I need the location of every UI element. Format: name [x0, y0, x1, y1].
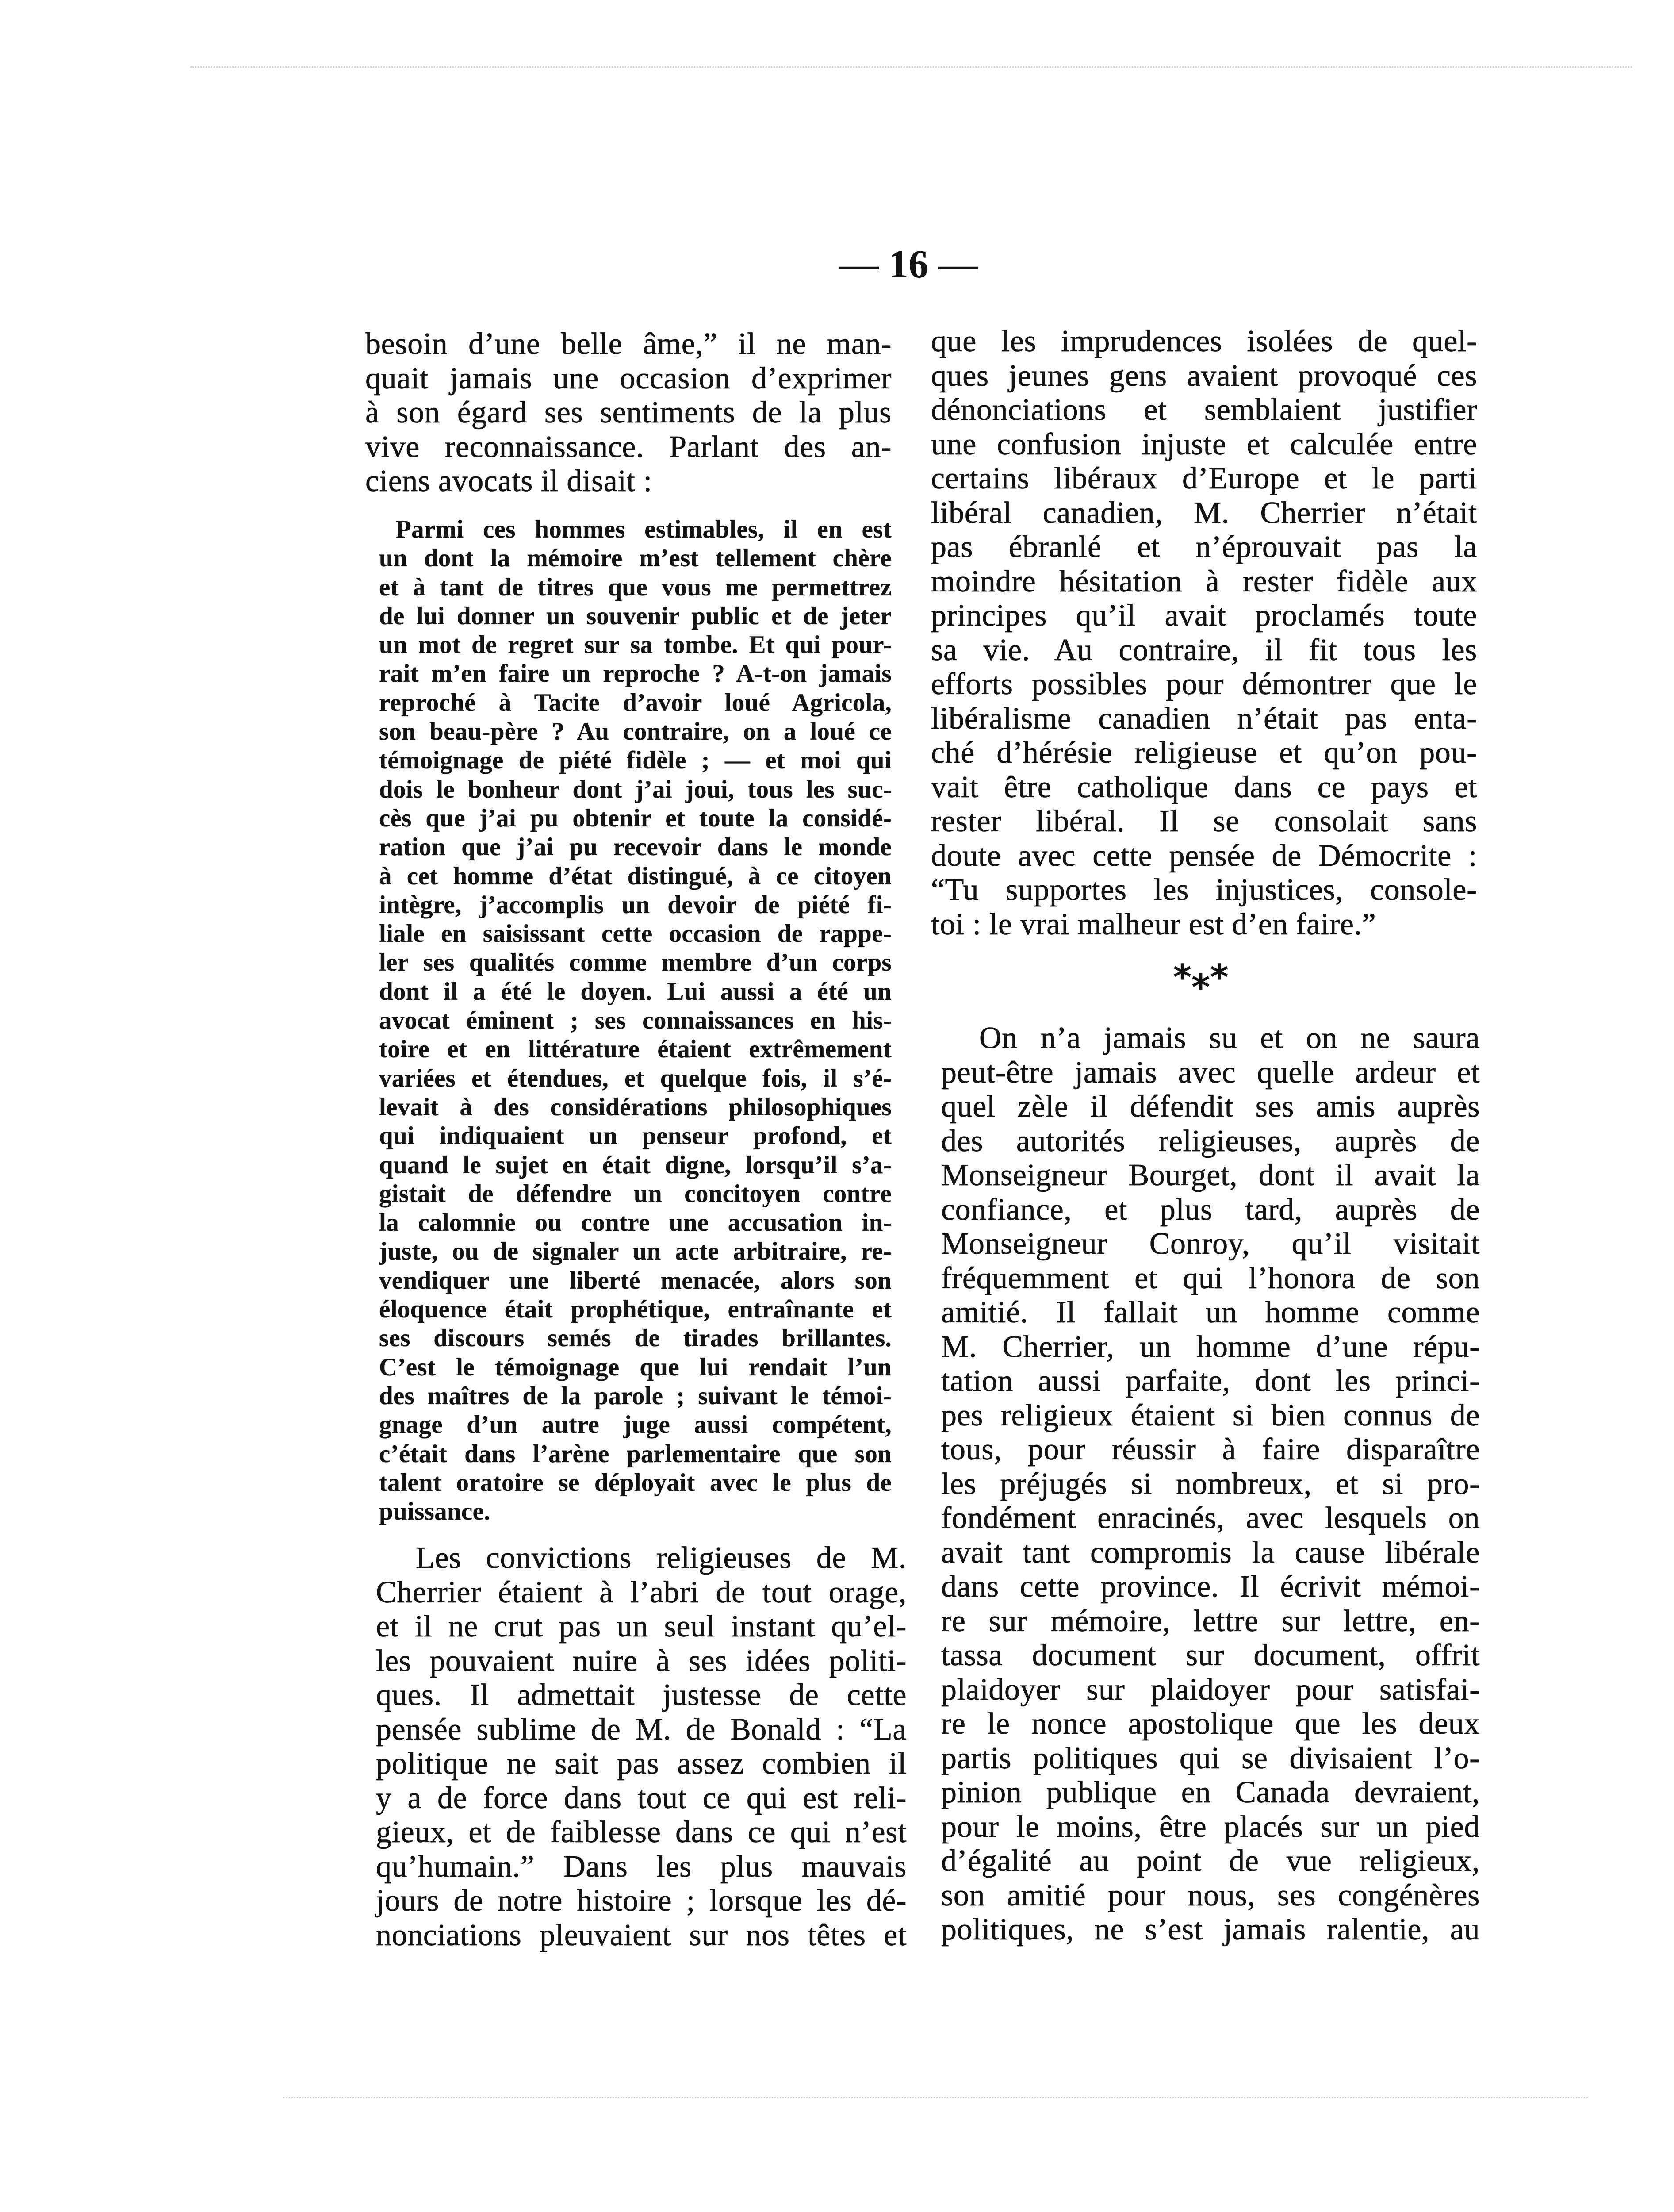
text-line: les pouvaient nuire à ses idées politi- — [376, 1644, 907, 1678]
text-line: à son égard ses sentiments de la plus — [365, 396, 892, 430]
text-line: Les convictions religieuses de M. — [416, 1541, 907, 1575]
quote-line: la calomnie ou contre une accusation in- — [379, 1209, 892, 1237]
text-line: plaidoyer sur plaidoyer pour satisfai- — [941, 1672, 1480, 1707]
text-line: ques. Il admettait justesse de cette — [376, 1678, 907, 1712]
text-line: tous, pour réussir à faire disparaître — [941, 1432, 1480, 1467]
quote-line: puissance. — [379, 1498, 490, 1526]
text-line: son amitié pour nous, ses congénères — [941, 1878, 1480, 1912]
text-line: certains libéraux d’Europe et le parti — [931, 461, 1477, 495]
text-line: libéral canadien, M. Cherrier n’était — [931, 495, 1477, 530]
quote-line: liale en saisissant cette occasion de rappe- — [379, 920, 892, 948]
text-line: On n’a jamais su et on ne saura — [979, 1021, 1480, 1055]
left-column-paragraph-2 — [376, 1541, 907, 1952]
text-line: M. Cherrier, un homme d’une répu- — [941, 1329, 1480, 1364]
text-line: efforts possibles pour démontrer que le — [931, 667, 1477, 701]
text-line: ciens avocats il disait : — [365, 464, 652, 498]
text-line: “Tu supportes les injustices, console- — [931, 873, 1477, 907]
text-line: amitié. Il fallait un homme comme — [941, 1295, 1480, 1329]
page-number: — 16 — — [839, 242, 978, 286]
quote-line: intègre, j’accomplis un devoir de piété fi- — [379, 891, 892, 919]
quote-line: c’était dans l’arène parlementaire que son — [379, 1440, 892, 1468]
text-line: dénonciations et semblaient justifier — [931, 393, 1477, 427]
text-line: pour le moins, être placés sur un pied — [941, 1809, 1480, 1844]
quote-line: un mot de regret sur sa tombe. Et qui pour- — [379, 631, 892, 659]
quote-line: et à tant de titres que vous me permettrez — [379, 573, 892, 601]
text-line: des autorités religieuses, auprès de — [941, 1124, 1480, 1158]
text-line: pas ébranlé et n’éprouvait pas la — [931, 530, 1477, 564]
quote-line: variées et étendues, et quelque fois, il s’é- — [379, 1064, 892, 1092]
quote-line: ler ses qualités comme membre d’un corps — [379, 949, 892, 977]
quote-line: dois le bonheur dont j’ai joui, tous les suc- — [379, 775, 892, 803]
quote-line: de lui donner un souvenir public et de jeter — [379, 602, 892, 630]
text-line: nonciations pleuvaient sur nos têtes et — [376, 1918, 907, 1952]
text-line: gieux, et de faiblesse dans ce qui n’est — [376, 1815, 907, 1849]
text-line: ques jeunes gens avaient provoqué ces — [931, 358, 1477, 393]
text-line: re le nonce apostolique que les deux — [941, 1707, 1480, 1741]
quote-line: un dont la mémoire m’est tellement chère — [379, 544, 892, 572]
text-line: les préjugés si nombreux, et si pro- — [941, 1467, 1480, 1501]
text-line: libéralisme canadien n’était pas enta- — [931, 701, 1477, 736]
text-line: moindre hésitation à rester fidèle aux — [931, 564, 1477, 599]
text-line: tassa document sur document, offrit — [941, 1638, 1480, 1672]
text-line: qu’humain.” Dans les plus mauvais — [376, 1849, 907, 1884]
text-line: re sur mémoire, lettre sur lettre, en- — [941, 1604, 1480, 1638]
text-line: fréquemment et qui l’honora de son — [941, 1261, 1480, 1295]
quote-line: dont il a été le doyen. Lui aussi a été un — [379, 977, 892, 1006]
text-line: besoin d’une belle âme,” il ne man- — [365, 327, 892, 361]
quote-line: avocat éminent ; ses connaissances en his- — [379, 1006, 892, 1035]
text-line: ché d’hérésie religieuse et qu’on pou- — [931, 736, 1477, 770]
text-line: partis politiques qui se divisaient l’o- — [941, 1741, 1480, 1775]
scan-noise-bottom — [283, 2097, 1588, 2098]
quote-line: gnage d’un autre juge aussi compétent, — [379, 1411, 892, 1439]
quote-line: témoignage de piété fidèle ; — et moi qui — [379, 746, 892, 775]
text-line: sa vie. Au contraire, il fit tous les — [931, 633, 1477, 667]
quote-line: Parmi ces hommes estimables, il en est — [396, 515, 892, 543]
quote-line: quand le sujet en était digne, lorsqu’il s’a- — [379, 1151, 892, 1179]
quote-line: toire et en littérature étaient extrêmement — [379, 1035, 892, 1064]
text-line: rester libéral. Il se consolait sans — [931, 804, 1477, 838]
text-line: quel zèle il défendit ses amis auprès — [941, 1090, 1480, 1124]
text-line: doute avec cette pensée de Démocrite : — [931, 838, 1477, 873]
quote-line: cès que j’ai pu obtenir et toute la considé- — [379, 804, 892, 832]
quote-line: à cet homme d’état distingué, à ce citoyen — [379, 862, 892, 890]
text-line: Monseigneur Bourget, dont il avait la — [941, 1158, 1480, 1192]
text-line: une confusion injuste et calculée entre — [931, 427, 1477, 461]
text-line: fondément enracinés, avec lesquels on — [941, 1501, 1480, 1535]
quote-line: juste, ou de signaler un acte arbitraire, re- — [379, 1237, 892, 1266]
text-line: politique ne sait pas assez combien il — [376, 1747, 907, 1781]
text-line: d’égalité au point de vue religieux, — [941, 1844, 1480, 1878]
quote-line: vendiquer une liberté menacée, alors son — [379, 1266, 892, 1294]
text-line: y a de force dans tout ce qui est reli- — [376, 1781, 907, 1815]
quote-line: ses discours semés de tirades brillantes. — [379, 1324, 892, 1352]
text-line: pensée sublime de M. de Bonald : “La — [376, 1712, 907, 1747]
right-column-paragraph-1 — [931, 324, 1477, 941]
text-line: que les imprudences isolées de quel- — [931, 324, 1477, 358]
quote-line: C’est le témoignage que lui rendait l’un — [379, 1353, 892, 1381]
quote-line: qui indiquaient un penseur profond, et — [379, 1122, 892, 1150]
asterism-separator: *⁎* — [1173, 957, 1229, 998]
text-line: quait jamais une occasion d’exprimer — [365, 361, 892, 396]
quote-line: talent oratoire se déployait avec le plus de — [379, 1468, 892, 1497]
text-line: vait être catholique dans ce pays et — [931, 770, 1477, 804]
quote-line: rait m’en faire un reproche ? A-t-on jamais — [379, 660, 892, 688]
quote-line: éloquence était prophétique, entraînante et — [379, 1295, 892, 1324]
right-column-paragraph-2 — [941, 1021, 1480, 1947]
quote-line: levait à des considérations philosophiques — [379, 1093, 892, 1121]
text-line: pinion publique en Canada devraient, — [941, 1775, 1480, 1809]
text-line: politiques, ne s’est jamais ralentie, au — [941, 1912, 1480, 1947]
text-line: tation aussi parfaite, dont les princi- — [941, 1364, 1480, 1398]
text-line: toi : le vrai malheur est d’en faire.” — [931, 907, 1376, 941]
text-line: jours de notre histoire ; lorsque les dé- — [376, 1884, 907, 1918]
text-line: peut-être jamais avec quelle ardeur et — [941, 1055, 1480, 1090]
text-line: vive reconnaissance. Parlant des an- — [365, 430, 892, 464]
left-column-paragraph-1 — [365, 327, 892, 499]
text-line: Cherrier étaient à l’abri de tout orage, — [376, 1575, 907, 1609]
text-line: confiance, et plus tard, auprès de — [941, 1192, 1480, 1227]
quote-line: gistait de défendre un concitoyen contre — [379, 1179, 892, 1208]
block-quote — [379, 515, 892, 1526]
quote-line: reproché à Tacite d’avoir loué Agricola, — [379, 688, 892, 717]
quote-line: des maîtres de la parole ; suivant le témoi- — [379, 1382, 892, 1410]
text-line: dans cette province. Il écrivit mémoi- — [941, 1570, 1480, 1604]
text-line: avait tant compromis la cause libérale — [941, 1535, 1480, 1570]
quote-line: ration que j’ai pu recevoir dans le monde — [379, 833, 892, 861]
quote-line: son beau-père ? Au contraire, on a loué ce — [379, 718, 892, 746]
text-line: principes qu’il avait proclamés toute — [931, 599, 1477, 633]
text-line: Monseigneur Conroy, qu’il visitait — [941, 1227, 1480, 1261]
text-line: pes religieux étaient si bien connus de — [941, 1398, 1480, 1432]
scan-noise-top — [190, 66, 1632, 68]
text-line: et il ne crut pas un seul instant qu’el- — [376, 1609, 907, 1644]
